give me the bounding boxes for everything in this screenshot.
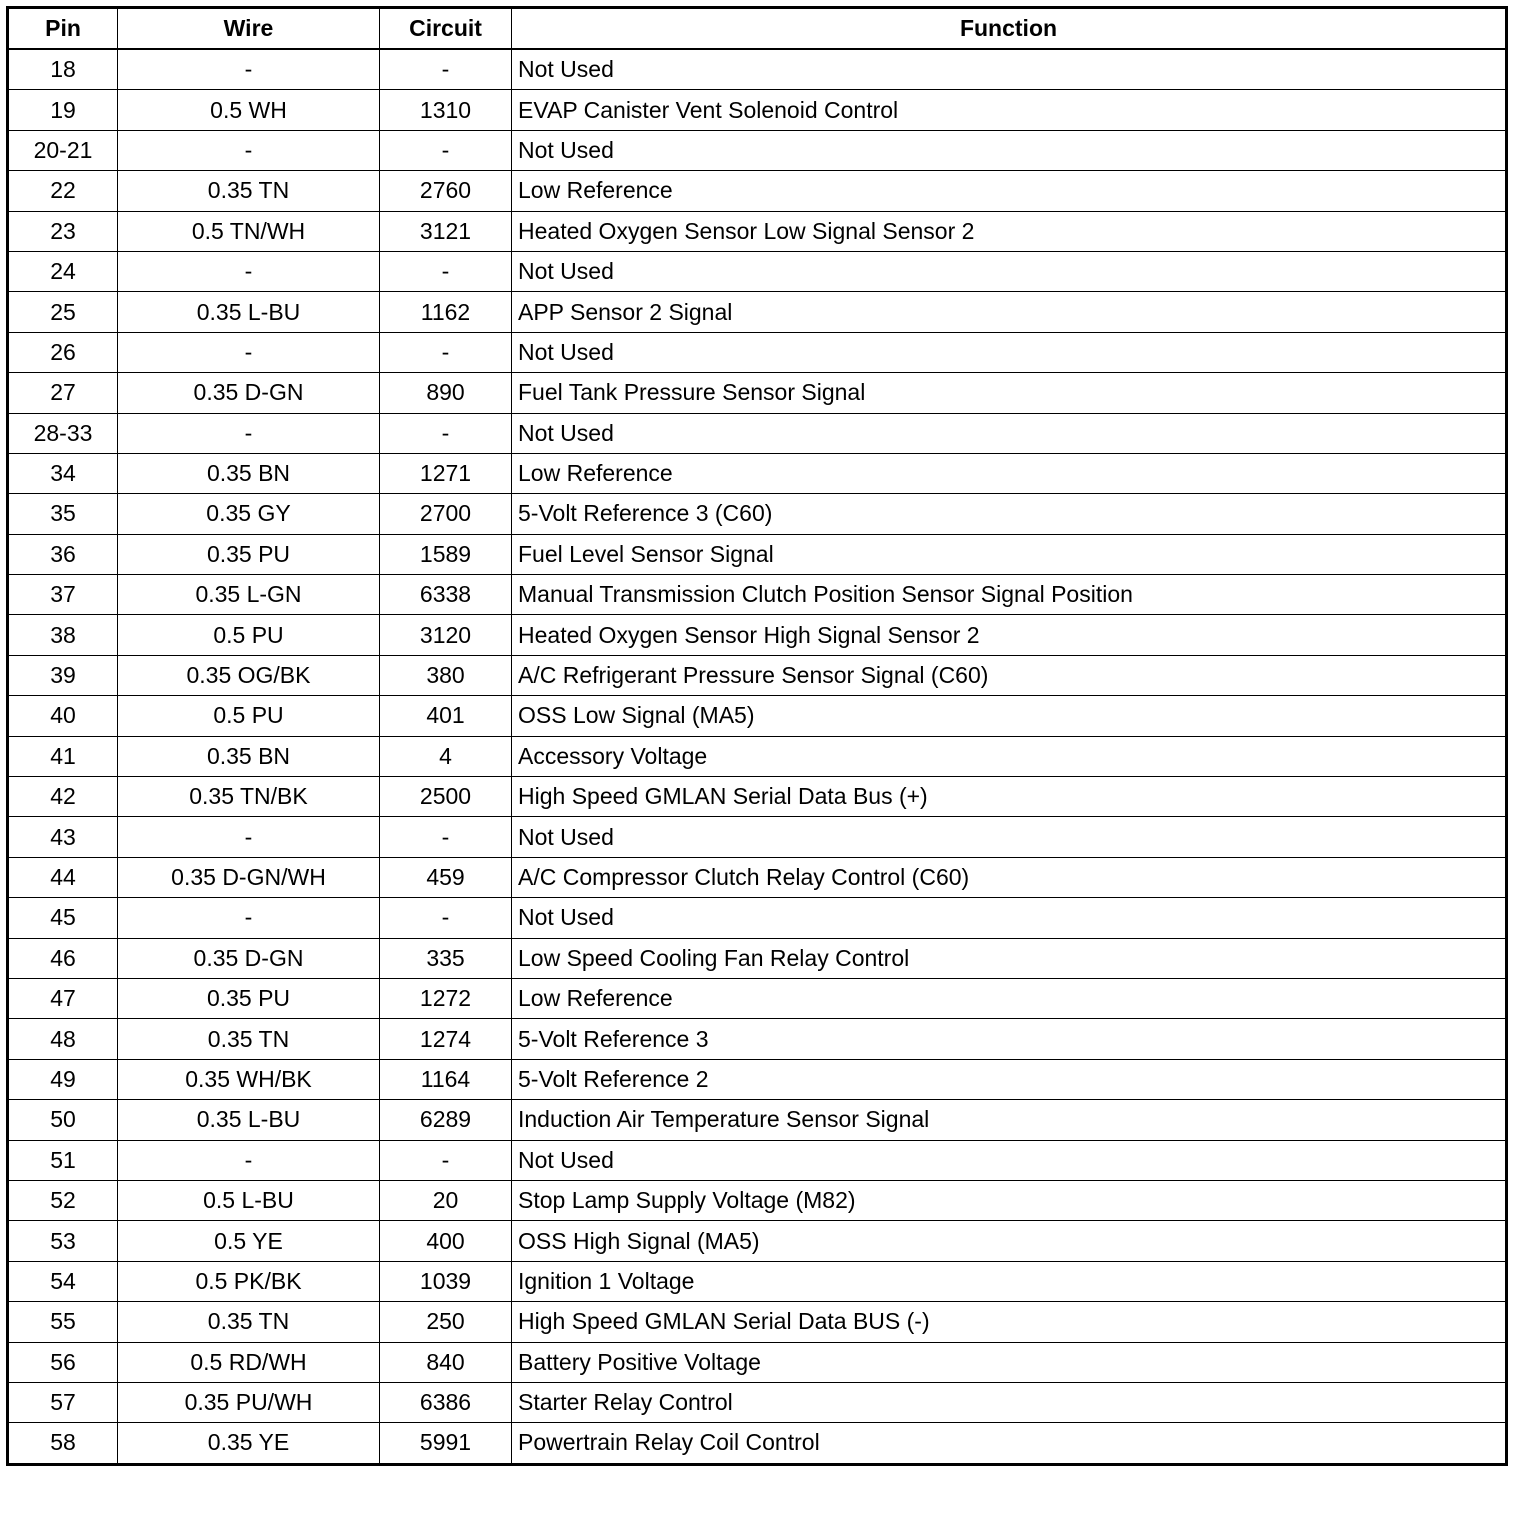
cell-circuit: 6338 <box>380 575 512 615</box>
table-row <box>8 534 1507 574</box>
table-row <box>8 90 1507 130</box>
cell-pin: 57 <box>8 1382 118 1422</box>
table-row <box>8 1342 1507 1382</box>
connector-pinout-table <box>6 6 1508 1466</box>
cell-pin: 20-21 <box>8 130 118 170</box>
cell-wire: 0.35 PU <box>118 534 380 574</box>
cell-wire: 0.5 YE <box>118 1221 380 1261</box>
cell-wire: 0.35 L-GN <box>118 575 380 615</box>
cell-pin: 19 <box>8 90 118 130</box>
cell-wire: 0.35 TN <box>118 171 380 211</box>
cell-pin: 23 <box>8 211 118 251</box>
cell-circuit: 2700 <box>380 494 512 534</box>
table-row <box>8 1059 1507 1099</box>
cell-function: Accessory Voltage <box>512 736 1507 776</box>
table-row <box>8 1261 1507 1301</box>
cell-wire: 0.35 D-GN/WH <box>118 857 380 897</box>
table-row <box>8 898 1507 938</box>
cell-circuit: 6386 <box>380 1382 512 1422</box>
cell-pin: 18 <box>8 49 118 90</box>
table-row <box>8 1302 1507 1342</box>
cell-wire: 0.5 RD/WH <box>118 1342 380 1382</box>
cell-function: A/C Refrigerant Pressure Sensor Signal (C60) <box>512 655 1507 695</box>
cell-pin: 50 <box>8 1100 118 1140</box>
cell-function: Fuel Level Sensor Signal <box>512 534 1507 574</box>
cell-circuit: 890 <box>380 373 512 413</box>
cell-circuit: - <box>380 898 512 938</box>
cell-wire: 0.35 L-BU <box>118 1100 380 1140</box>
cell-pin: 27 <box>8 373 118 413</box>
cell-function: OSS High Signal (MA5) <box>512 1221 1507 1261</box>
cell-pin: 36 <box>8 534 118 574</box>
cell-function: Not Used <box>512 49 1507 90</box>
cell-pin: 26 <box>8 332 118 372</box>
cell-function: 5-Volt Reference 2 <box>512 1059 1507 1099</box>
cell-function: Not Used <box>512 817 1507 857</box>
cell-pin: 39 <box>8 655 118 695</box>
table-row <box>8 817 1507 857</box>
table-row <box>8 211 1507 251</box>
cell-function: Low Reference <box>512 453 1507 493</box>
cell-wire: 0.35 TN <box>118 1302 380 1342</box>
cell-pin: 34 <box>8 453 118 493</box>
cell-circuit: 2500 <box>380 777 512 817</box>
cell-circuit: - <box>380 130 512 170</box>
table-row <box>8 251 1507 291</box>
cell-wire: 0.5 PU <box>118 696 380 736</box>
cell-function: Low Speed Cooling Fan Relay Control <box>512 938 1507 978</box>
cell-wire: 0.5 PK/BK <box>118 1261 380 1301</box>
cell-function: Not Used <box>512 413 1507 453</box>
cell-pin: 35 <box>8 494 118 534</box>
table-row <box>8 171 1507 211</box>
cell-wire: - <box>118 898 380 938</box>
cell-pin: 58 <box>8 1423 118 1464</box>
cell-function: Not Used <box>512 130 1507 170</box>
table-row <box>8 857 1507 897</box>
cell-circuit: 1589 <box>380 534 512 574</box>
cell-wire: 0.35 BN <box>118 453 380 493</box>
cell-pin: 22 <box>8 171 118 211</box>
cell-wire: - <box>118 1140 380 1180</box>
cell-circuit: 6289 <box>380 1100 512 1140</box>
cell-circuit: - <box>380 251 512 291</box>
table-row <box>8 696 1507 736</box>
cell-function: OSS Low Signal (MA5) <box>512 696 1507 736</box>
cell-wire: 0.35 PU <box>118 978 380 1018</box>
table-row <box>8 1019 1507 1059</box>
cell-wire: 0.35 YE <box>118 1423 380 1464</box>
table-body <box>8 49 1507 1464</box>
cell-function: 5-Volt Reference 3 (C60) <box>512 494 1507 534</box>
cell-wire: 0.35 WH/BK <box>118 1059 380 1099</box>
cell-circuit: 459 <box>380 857 512 897</box>
cell-circuit: 335 <box>380 938 512 978</box>
table-row <box>8 978 1507 1018</box>
cell-pin: 45 <box>8 898 118 938</box>
table-row <box>8 373 1507 413</box>
table-row <box>8 453 1507 493</box>
cell-circuit: 4 <box>380 736 512 776</box>
cell-function: Not Used <box>512 332 1507 372</box>
cell-pin: 43 <box>8 817 118 857</box>
cell-function: Stop Lamp Supply Voltage (M82) <box>512 1180 1507 1220</box>
cell-function: High Speed GMLAN Serial Data BUS (-) <box>512 1302 1507 1342</box>
cell-function: Low Reference <box>512 978 1507 1018</box>
table-row <box>8 1140 1507 1180</box>
cell-circuit: - <box>380 1140 512 1180</box>
cell-function: Ignition 1 Voltage <box>512 1261 1507 1301</box>
cell-circuit: 250 <box>380 1302 512 1342</box>
table-row <box>8 494 1507 534</box>
table-row <box>8 777 1507 817</box>
cell-function: Heated Oxygen Sensor High Signal Sensor 2 <box>512 615 1507 655</box>
header-circuit: Circuit <box>380 8 512 50</box>
cell-function: Not Used <box>512 898 1507 938</box>
cell-circuit: 3120 <box>380 615 512 655</box>
cell-function: Heated Oxygen Sensor Low Signal Sensor 2 <box>512 211 1507 251</box>
table-row <box>8 1382 1507 1422</box>
cell-pin: 25 <box>8 292 118 332</box>
cell-pin: 44 <box>8 857 118 897</box>
cell-pin: 51 <box>8 1140 118 1180</box>
cell-wire: - <box>118 817 380 857</box>
table-row <box>8 575 1507 615</box>
cell-wire: 0.35 TN <box>118 1019 380 1059</box>
cell-pin: 28-33 <box>8 413 118 453</box>
cell-function: Not Used <box>512 251 1507 291</box>
cell-function: High Speed GMLAN Serial Data Bus (+) <box>512 777 1507 817</box>
table-row <box>8 332 1507 372</box>
table-row <box>8 736 1507 776</box>
header-pin: Pin <box>8 8 118 50</box>
cell-pin: 37 <box>8 575 118 615</box>
cell-pin: 41 <box>8 736 118 776</box>
table-row <box>8 615 1507 655</box>
cell-pin: 52 <box>8 1180 118 1220</box>
cell-function: Fuel Tank Pressure Sensor Signal <box>512 373 1507 413</box>
table-row <box>8 655 1507 695</box>
cell-function: Manual Transmission Clutch Position Sensor Signal Position <box>512 575 1507 615</box>
cell-function: Low Reference <box>512 171 1507 211</box>
cell-wire: - <box>118 332 380 372</box>
cell-circuit: 3121 <box>380 211 512 251</box>
table-row <box>8 130 1507 170</box>
table-row <box>8 413 1507 453</box>
cell-circuit: 380 <box>380 655 512 695</box>
cell-circuit: - <box>380 413 512 453</box>
cell-wire: - <box>118 413 380 453</box>
cell-wire: 0.35 GY <box>118 494 380 534</box>
cell-circuit: 400 <box>380 1221 512 1261</box>
cell-function: Starter Relay Control <box>512 1382 1507 1422</box>
cell-circuit: 840 <box>380 1342 512 1382</box>
table-row <box>8 938 1507 978</box>
cell-circuit: 1039 <box>380 1261 512 1301</box>
cell-function: A/C Compressor Clutch Relay Control (C60) <box>512 857 1507 897</box>
cell-wire: 0.5 TN/WH <box>118 211 380 251</box>
cell-wire: 0.35 PU/WH <box>118 1382 380 1422</box>
cell-pin: 54 <box>8 1261 118 1301</box>
table-row <box>8 1423 1507 1464</box>
table-row <box>8 1180 1507 1220</box>
cell-wire: 0.5 L-BU <box>118 1180 380 1220</box>
header-row <box>8 8 1507 50</box>
cell-wire: 0.35 D-GN <box>118 373 380 413</box>
cell-circuit: 1272 <box>380 978 512 1018</box>
cell-wire: 0.35 BN <box>118 736 380 776</box>
cell-wire: - <box>118 49 380 90</box>
cell-circuit: 5991 <box>380 1423 512 1464</box>
cell-circuit: - <box>380 332 512 372</box>
cell-function: Powertrain Relay Coil Control <box>512 1423 1507 1464</box>
cell-wire: 0.35 TN/BK <box>118 777 380 817</box>
cell-function: 5-Volt Reference 3 <box>512 1019 1507 1059</box>
cell-wire: 0.35 D-GN <box>118 938 380 978</box>
cell-wire: - <box>118 130 380 170</box>
cell-function: Not Used <box>512 1140 1507 1180</box>
cell-pin: 24 <box>8 251 118 291</box>
table-row <box>8 1100 1507 1140</box>
cell-pin: 49 <box>8 1059 118 1099</box>
table-row <box>8 1221 1507 1261</box>
header-wire: Wire <box>118 8 380 50</box>
table-header <box>8 8 1507 50</box>
cell-circuit: 401 <box>380 696 512 736</box>
cell-circuit: 20 <box>380 1180 512 1220</box>
cell-pin: 40 <box>8 696 118 736</box>
cell-pin: 47 <box>8 978 118 1018</box>
cell-wire: 0.35 L-BU <box>118 292 380 332</box>
cell-function: Battery Positive Voltage <box>512 1342 1507 1382</box>
cell-pin: 55 <box>8 1302 118 1342</box>
cell-pin: 38 <box>8 615 118 655</box>
header-function: Function <box>512 8 1507 50</box>
cell-pin: 48 <box>8 1019 118 1059</box>
table-row <box>8 49 1507 90</box>
cell-circuit: 1164 <box>380 1059 512 1099</box>
cell-wire: 0.5 PU <box>118 615 380 655</box>
cell-function: APP Sensor 2 Signal <box>512 292 1507 332</box>
cell-circuit: 1310 <box>380 90 512 130</box>
cell-function: Induction Air Temperature Sensor Signal <box>512 1100 1507 1140</box>
cell-pin: 46 <box>8 938 118 978</box>
cell-pin: 42 <box>8 777 118 817</box>
table-row <box>8 292 1507 332</box>
cell-circuit: - <box>380 817 512 857</box>
cell-circuit: - <box>380 49 512 90</box>
cell-circuit: 1271 <box>380 453 512 493</box>
cell-wire: 0.5 WH <box>118 90 380 130</box>
cell-pin: 56 <box>8 1342 118 1382</box>
cell-wire: - <box>118 251 380 291</box>
cell-wire: 0.35 OG/BK <box>118 655 380 695</box>
cell-circuit: 1162 <box>380 292 512 332</box>
cell-circuit: 2760 <box>380 171 512 211</box>
cell-pin: 53 <box>8 1221 118 1261</box>
cell-circuit: 1274 <box>380 1019 512 1059</box>
cell-function: EVAP Canister Vent Solenoid Control <box>512 90 1507 130</box>
